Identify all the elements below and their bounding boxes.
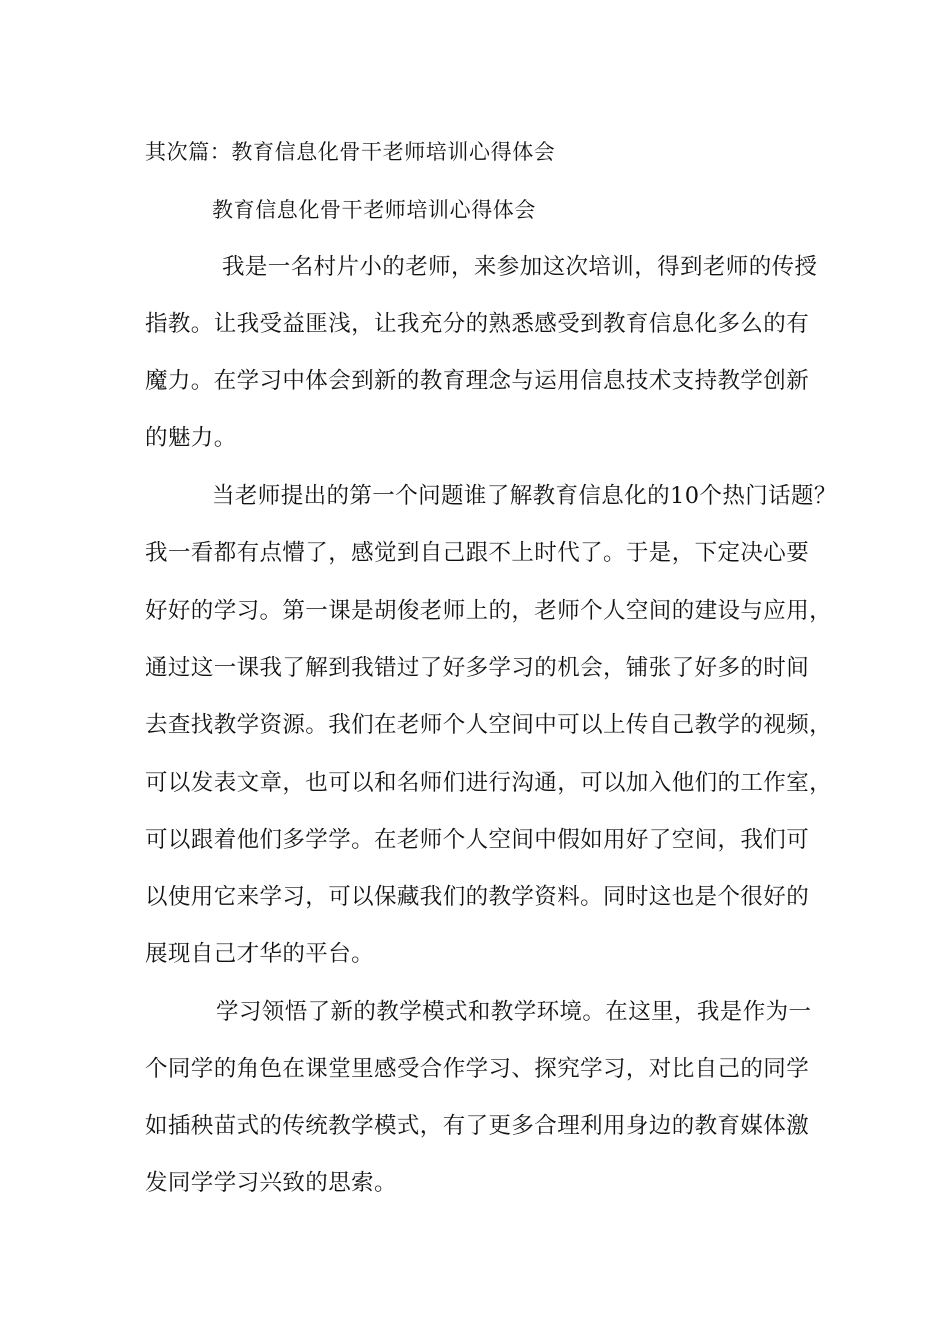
paragraph-line: 展现自己才华的平台。 [145, 941, 375, 967]
document-heading: 其次篇：教育信息化骨干老师培训心得体会 [145, 140, 556, 164]
document-subheading: 教育信息化骨干老师培训心得体会 [212, 198, 536, 222]
paragraph-line: 通过这一课我了解到我错过了好多学习的机会，铺张了好多的时间 [145, 655, 810, 681]
paragraph-line: 如插秧苗式的传统教学模式，有了更多合理利用身边的教育媒体激 [145, 1113, 810, 1139]
paragraph-line: 当老师提出的第一个问题谁了解教育信息化的10个热门话题？ [212, 483, 837, 509]
paragraph-line: 我一看都有点懵了，感觉到自己跟不上时代了。于是，下定决心要 [145, 540, 810, 566]
paragraph-line: 指教。让我受益匪浅，让我充分的熟悉感受到教育信息化多么的有 [145, 311, 810, 337]
paragraph-line: 好好的学习。第一课是胡俊老师上的，老师个人空间的建设与应用， [145, 598, 833, 624]
paragraph-line: 去查找教学资源。我们在老师个人空间中可以上传自己教学的视频， [145, 712, 833, 738]
paragraph-line: 以使用它来学习，可以保藏我们的教学资料。同时这也是个很好的 [145, 884, 810, 910]
paragraph-line: 魔力。在学习中体会到新的教育理念与运用信息技术支持教学创新 [145, 368, 810, 394]
paragraph-line: 可以发表文章，也可以和名师们进行沟通，可以加入他们的工作室， [145, 770, 833, 796]
paragraph-line: 我是一名村片小的老师，来参加这次培训，得到老师的传授 [222, 254, 818, 280]
paragraph-line: 发同学学习兴致的思索。 [145, 1170, 397, 1196]
paragraph-line: 学习领悟了新的教学模式和教学环境。在这里，我是作为一 [216, 999, 812, 1025]
paragraph-line: 个同学的角色在课堂里感受合作学习、探究学习，对比自己的同学 [145, 1056, 810, 1082]
paragraph-line: 的魅力。 [145, 425, 237, 451]
paragraph-line: 可以跟着他们多学学。在老师个人空间中假如用好了空间，我们可 [145, 827, 810, 853]
